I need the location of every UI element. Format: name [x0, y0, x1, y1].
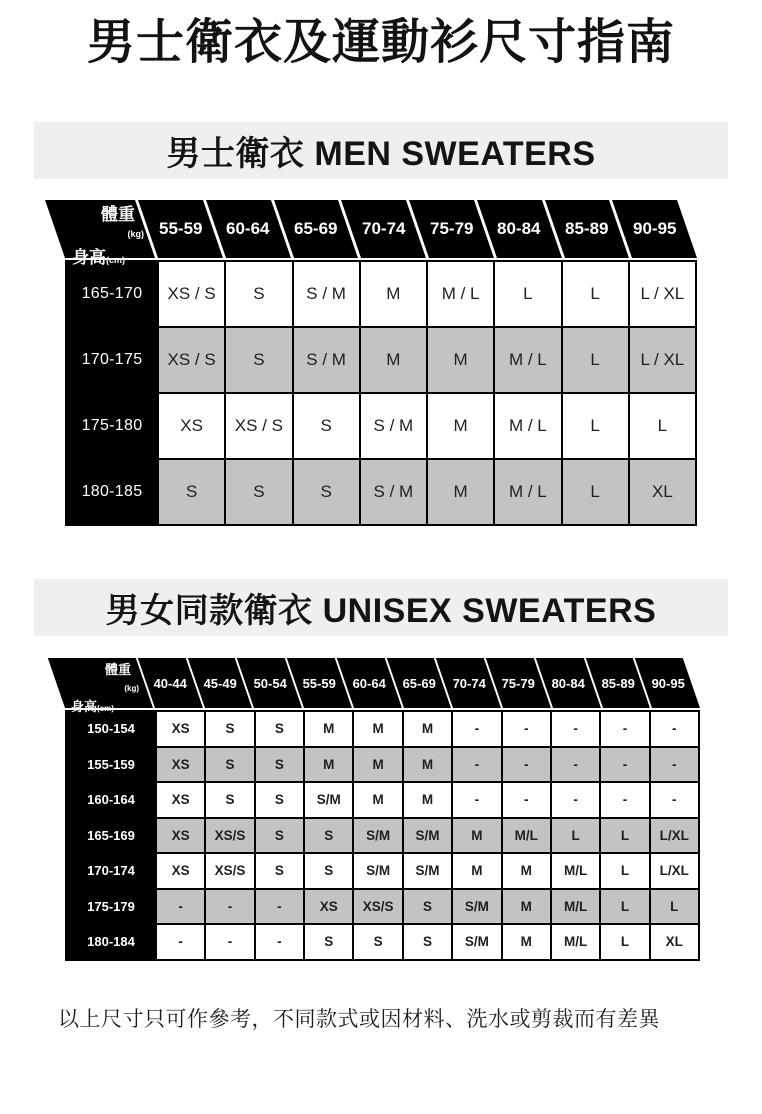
size-value: L	[571, 827, 580, 843]
footnote: 以上尺寸只可作參考，不同款式或因材料、洗水或剪裁而有差異	[58, 1007, 660, 1031]
size-cell	[563, 262, 628, 326]
men-sweaters-section	[0, 122, 762, 526]
size-value: M	[323, 721, 335, 737]
size-value: M	[421, 792, 434, 808]
size-value: L / XL	[640, 350, 685, 369]
size-cell	[651, 854, 698, 888]
size-cell	[294, 394, 359, 458]
size-cell	[601, 854, 648, 888]
size-cell	[361, 460, 426, 524]
size-value: -	[672, 792, 677, 808]
size-cell	[563, 460, 628, 524]
size-cell	[361, 328, 426, 392]
size-cell	[601, 925, 648, 959]
size-cell	[404, 748, 451, 782]
size-cell	[305, 890, 352, 924]
size-cell	[404, 783, 451, 817]
height-row-header	[67, 394, 157, 458]
size-cell	[601, 783, 648, 817]
size-value: -	[672, 756, 677, 772]
size-value: L	[620, 863, 630, 879]
size-value: XS/S	[214, 863, 246, 879]
size-value: -	[523, 756, 529, 772]
section-title-men: 男士衛衣 MEN SWEATERS	[166, 135, 596, 173]
size-cell	[361, 262, 426, 326]
weight-col-label: 55-59	[302, 675, 337, 691]
men-sweaters-table	[65, 200, 697, 526]
weight-col-label: 65-69	[402, 675, 436, 691]
size-cell	[552, 854, 599, 888]
size-cell	[404, 925, 451, 959]
size-cell	[552, 925, 599, 959]
section-band-unisex	[34, 579, 728, 636]
size-value: -	[622, 792, 628, 808]
size-cell	[206, 854, 253, 888]
size-value: -	[178, 934, 183, 950]
size-guide-page	[0, 14, 762, 1033]
size-cell	[601, 748, 648, 782]
size-value: XS / S	[234, 416, 283, 435]
size-cell	[354, 748, 401, 782]
size-value: S	[225, 792, 235, 808]
size-cell	[630, 394, 695, 458]
size-cell	[428, 262, 493, 326]
size-cell	[157, 748, 204, 782]
size-value: S/M	[464, 934, 489, 950]
size-cell	[206, 783, 253, 817]
size-value: XS	[171, 863, 190, 879]
size-value: XS/S	[214, 827, 246, 843]
size-cell	[552, 712, 599, 746]
size-value: XS	[171, 792, 190, 808]
size-cell	[226, 328, 291, 392]
size-value: M	[520, 863, 532, 879]
height-row-header	[67, 890, 155, 924]
size-cell	[453, 819, 500, 853]
size-value: S	[185, 482, 198, 501]
size-cell	[503, 925, 550, 959]
size-value: S	[274, 827, 284, 843]
size-table-body	[65, 260, 697, 526]
size-value: M	[372, 756, 384, 772]
size-value: -	[178, 898, 183, 914]
size-value: S / M	[306, 284, 346, 303]
size-cell	[294, 262, 359, 326]
size-value: S/M	[415, 827, 440, 843]
size-cell	[453, 890, 500, 924]
size-value: XS / S	[167, 284, 216, 303]
size-value: S	[274, 721, 284, 737]
size-value: S/M	[464, 898, 489, 914]
size-cell	[552, 819, 599, 853]
size-value: L	[670, 898, 679, 914]
size-value: XL	[651, 482, 673, 501]
height-row-header	[67, 262, 157, 326]
size-value: M	[372, 721, 384, 737]
size-table-header	[65, 658, 700, 714]
size-value: M / L	[508, 416, 547, 435]
size-cell	[226, 394, 291, 458]
size-cell	[354, 712, 401, 746]
height-range-label: 180-184	[87, 934, 135, 950]
size-cell	[226, 460, 291, 524]
height-range-label: 170-174	[87, 863, 135, 879]
size-cell	[354, 783, 401, 817]
size-cell	[563, 394, 628, 458]
size-cell	[495, 262, 560, 326]
size-cell	[206, 890, 253, 924]
size-cell	[503, 712, 550, 746]
size-value: S	[320, 482, 332, 501]
size-value: S/M	[316, 792, 341, 808]
size-value: XS/S	[362, 898, 394, 914]
size-value: -	[474, 792, 480, 808]
height-range-label: 175-180	[81, 417, 143, 434]
height-label: 身高	[72, 247, 106, 267]
height-range-label: 160-164	[87, 792, 135, 808]
size-cell	[305, 854, 352, 888]
size-value: S	[324, 934, 334, 950]
size-cell	[453, 783, 500, 817]
size-cell	[354, 854, 401, 888]
size-cell	[157, 890, 204, 924]
size-value: -	[523, 792, 529, 808]
size-value: M	[471, 863, 483, 879]
size-value: M	[421, 756, 434, 772]
size-cell	[256, 854, 303, 888]
size-value: -	[523, 721, 529, 737]
size-value: -	[474, 721, 480, 737]
size-value: -	[573, 756, 578, 772]
size-value: -	[672, 721, 677, 737]
weight-col-label: 75-79	[501, 675, 535, 691]
weight-unit-label: (kg)	[124, 684, 139, 693]
size-table-header	[65, 200, 697, 267]
size-cell	[563, 328, 628, 392]
size-cell	[206, 748, 253, 782]
size-cell	[256, 890, 303, 924]
size-cell	[651, 890, 698, 924]
size-value: S	[274, 756, 284, 772]
size-cell	[159, 394, 224, 458]
size-value: M / L	[508, 482, 547, 501]
size-cell	[651, 712, 698, 746]
size-value: L	[620, 898, 630, 914]
section-band-men	[34, 122, 728, 179]
weight-col-label: 60-64	[352, 675, 386, 691]
size-value: -	[227, 934, 233, 950]
weight-col-label: 55-59	[158, 219, 203, 238]
size-cell	[503, 819, 550, 853]
size-cell	[354, 925, 401, 959]
size-cell	[256, 712, 303, 746]
size-value: L	[620, 827, 630, 843]
size-value: M	[453, 416, 468, 435]
size-value: XS	[319, 898, 338, 914]
size-value: M/L	[563, 898, 588, 914]
size-cell	[305, 819, 352, 853]
size-cell	[495, 328, 560, 392]
size-cell	[157, 854, 204, 888]
size-value: L	[620, 934, 630, 950]
size-cell	[256, 819, 303, 853]
height-row-header	[67, 783, 155, 817]
size-value: -	[277, 934, 282, 950]
height-row-header	[67, 748, 155, 782]
size-value: S / M	[373, 416, 414, 435]
size-cell	[157, 819, 204, 853]
size-cell	[157, 783, 204, 817]
size-cell	[294, 328, 359, 392]
size-cell	[651, 783, 698, 817]
height-range-label: 155-159	[87, 756, 135, 772]
size-value: S	[253, 350, 265, 369]
size-cell	[428, 460, 493, 524]
size-table-body	[65, 710, 700, 961]
size-value: M / L	[508, 350, 547, 369]
size-value: -	[227, 898, 233, 914]
size-value: S	[274, 792, 284, 808]
size-value: L	[523, 284, 533, 303]
size-value: XS	[171, 721, 190, 737]
size-cell	[354, 890, 401, 924]
size-value: S	[324, 827, 334, 843]
corner-cell	[65, 200, 155, 268]
size-value: -	[474, 756, 480, 772]
size-cell	[453, 748, 500, 782]
size-cell	[601, 819, 648, 853]
size-cell	[630, 328, 695, 392]
weight-label: 體重	[101, 205, 135, 224]
section-title-unisex: 男女同款衛衣 UNISEX SWEATERS	[105, 592, 657, 630]
size-cell	[495, 460, 560, 524]
weight-col-label: 65-69	[294, 219, 338, 238]
size-cell	[157, 712, 204, 746]
weight-col-label: 90-95	[650, 675, 685, 691]
size-cell	[157, 925, 204, 959]
size-value: S / M	[373, 482, 414, 501]
size-value: S / M	[306, 350, 346, 369]
size-value: M	[520, 934, 532, 950]
size-value: -	[573, 721, 578, 737]
weight-col-label: 70-74	[451, 675, 486, 691]
height-label: 身高	[71, 698, 98, 714]
size-value: XS	[180, 416, 203, 435]
size-value: S	[320, 416, 332, 435]
weight-col-label: 60-64	[226, 219, 270, 238]
size-cell	[428, 394, 493, 458]
size-cell	[503, 748, 550, 782]
size-value: M	[323, 756, 335, 772]
size-cell	[601, 712, 648, 746]
size-cell	[651, 925, 698, 959]
size-cell	[305, 925, 352, 959]
size-value: M	[520, 898, 532, 914]
size-value: M	[372, 792, 384, 808]
height-range-label: 180-185	[81, 483, 143, 500]
size-value: S	[422, 934, 432, 950]
height-row-header	[67, 925, 155, 959]
size-value: XL	[665, 934, 683, 950]
height-row-header	[67, 819, 155, 853]
size-cell	[294, 460, 359, 524]
size-cell	[404, 819, 451, 853]
size-value: M / L	[441, 284, 480, 303]
unisex-sweaters-section	[0, 579, 762, 961]
size-cell	[206, 925, 253, 959]
size-value: M	[386, 284, 401, 303]
size-cell	[226, 262, 291, 326]
size-value: S	[253, 482, 265, 501]
size-value: M	[386, 350, 401, 369]
size-cell	[503, 854, 550, 888]
size-value: -	[622, 721, 628, 737]
weight-col-label: 50-54	[253, 675, 287, 691]
size-cell	[159, 262, 224, 326]
size-value: S	[274, 863, 284, 879]
size-cell	[361, 394, 426, 458]
weight-col-label: 80-84	[551, 675, 585, 691]
page-title: 男士衛衣及運動衫尺寸指南	[86, 16, 675, 69]
weight-unit-label: (kg)	[127, 229, 144, 239]
weight-col-label: 45-49	[203, 675, 237, 691]
size-value: L	[657, 416, 668, 435]
size-value: M	[453, 350, 468, 369]
size-cell	[256, 783, 303, 817]
size-cell	[256, 925, 303, 959]
size-value: M	[453, 482, 468, 501]
size-value: XS / S	[167, 350, 216, 369]
height-row-header	[67, 328, 157, 392]
size-cell	[354, 819, 401, 853]
weight-col-label: 85-89	[565, 219, 609, 238]
size-cell	[305, 748, 352, 782]
size-value: M	[471, 827, 483, 843]
size-cell	[305, 783, 352, 817]
size-cell	[404, 890, 451, 924]
size-cell	[453, 925, 500, 959]
size-cell	[552, 748, 599, 782]
unisex-sweaters-table	[65, 658, 700, 961]
size-value: L	[590, 482, 600, 501]
size-cell	[159, 328, 224, 392]
size-value: S	[253, 284, 265, 303]
height-range-label: 150-154	[87, 721, 135, 737]
weight-col-label: 90-95	[632, 219, 677, 238]
size-value: L	[590, 284, 600, 303]
size-value: S	[422, 898, 432, 914]
size-value: M/L	[563, 934, 588, 950]
size-value: S	[225, 721, 235, 737]
size-cell	[305, 712, 352, 746]
size-cell	[256, 748, 303, 782]
weight-col-label: 80-84	[497, 219, 541, 238]
height-range-label: 170-175	[81, 351, 143, 368]
size-cell	[601, 890, 648, 924]
height-row-header	[67, 854, 155, 888]
size-cell	[206, 819, 253, 853]
weight-col-label: 40-44	[153, 675, 187, 691]
height-unit-label: (cm)	[97, 703, 114, 713]
size-cell	[453, 854, 500, 888]
height-unit-label: (cm)	[106, 254, 126, 265]
size-cell	[495, 394, 560, 458]
size-value: L	[590, 416, 600, 435]
size-value: XS	[171, 827, 190, 843]
size-value: M/L	[563, 863, 588, 879]
size-cell	[206, 712, 253, 746]
size-cell	[630, 262, 695, 326]
size-value: M/L	[514, 827, 538, 843]
size-value: S	[373, 934, 383, 950]
size-cell	[428, 328, 493, 392]
height-row-header	[67, 460, 157, 524]
size-cell	[651, 819, 698, 853]
size-value: S	[324, 863, 334, 879]
size-value: L/XL	[659, 827, 689, 843]
size-value: S	[225, 756, 235, 772]
size-value: -	[277, 898, 282, 914]
size-cell	[552, 783, 599, 817]
size-cell	[404, 854, 451, 888]
size-value: -	[573, 792, 578, 808]
size-value: S/M	[366, 863, 391, 879]
size-cell	[503, 890, 550, 924]
size-value: S/M	[415, 863, 440, 879]
weight-label: 體重	[104, 662, 131, 677]
size-value: L / XL	[640, 284, 685, 303]
size-value: S/M	[366, 827, 391, 843]
size-cell	[630, 460, 695, 524]
size-cell	[503, 783, 550, 817]
weight-col-label: 70-74	[361, 219, 406, 238]
size-cell	[404, 712, 451, 746]
size-cell	[453, 712, 500, 746]
size-cell	[552, 890, 599, 924]
size-cell	[651, 748, 698, 782]
height-range-label: 175-179	[87, 898, 135, 914]
corner-cell	[65, 658, 153, 716]
height-range-label: 165-170	[81, 285, 143, 302]
size-value: -	[622, 756, 628, 772]
size-value: XS	[171, 756, 190, 772]
height-range-label: 165-169	[87, 827, 135, 843]
size-value: L/XL	[659, 863, 689, 879]
height-row-header	[67, 712, 155, 746]
size-value: L	[590, 350, 600, 369]
size-value: M	[421, 721, 434, 737]
size-cell	[159, 460, 224, 524]
weight-col-label: 75-79	[429, 219, 474, 238]
weight-col-label: 85-89	[601, 675, 635, 691]
